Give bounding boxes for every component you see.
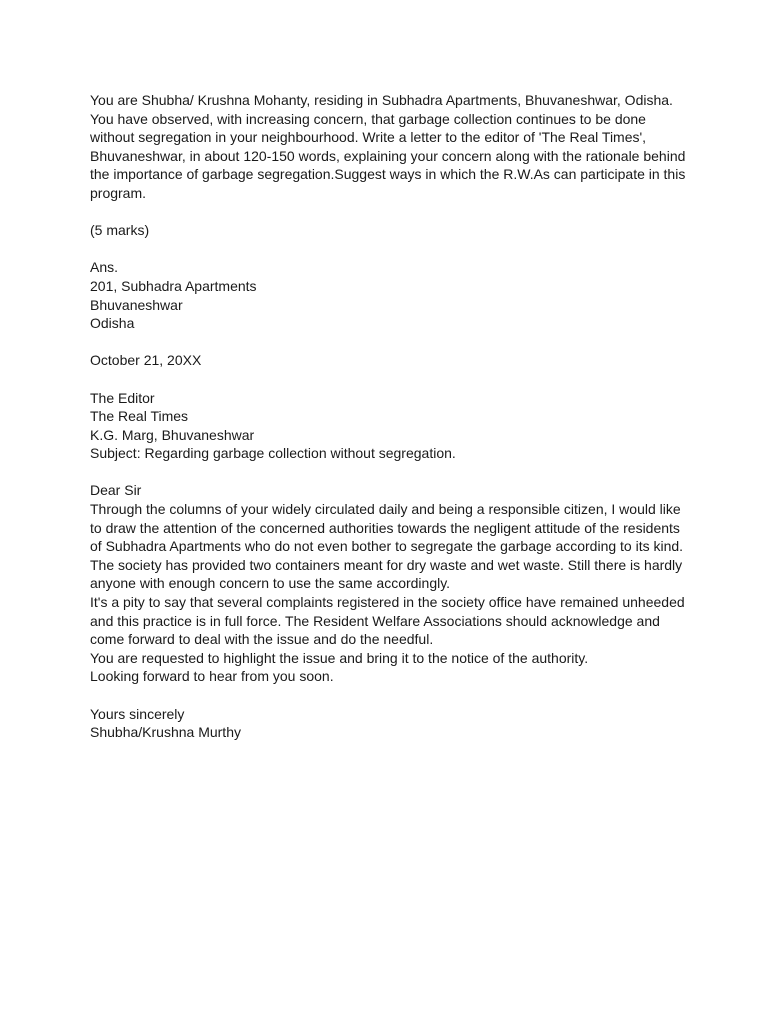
recipient-line: K.G. Marg, Bhuvaneshwar xyxy=(90,426,255,443)
body-line: and this practice is in full force. The Resident Welfare Associations should acknowledge and xyxy=(90,612,660,629)
sender-address-line: 201, Subhadra Apartments xyxy=(90,277,257,294)
question-line: Bhuvaneshwar, in about 120-150 words, explaining your concern along with the rationale behind xyxy=(90,147,686,164)
question-line: You are Shubha/ Krushna Mohanty, residing in Subhadra Apartments, Bhuvaneshwar, Odisha. xyxy=(90,92,673,108)
body-line: of Subhadra Apartments who do not even bother to segregate the garbage according to its kind. xyxy=(90,538,684,555)
recipient-address xyxy=(90,389,690,445)
letter-body xyxy=(90,500,690,686)
closing: Yours sincerely xyxy=(90,705,185,722)
answer-label: Ans. xyxy=(90,259,119,276)
body-line: You are requested to highlight the issue and bring it to the notice of the authority. xyxy=(90,649,589,666)
marks-label: (5 marks) xyxy=(90,222,150,239)
body-line: The society has provided two containers meant for dry waste and wet waste. Still there is hardly xyxy=(90,556,683,573)
question-line: You have observed, with increasing concern, that garbage collection continues to be done xyxy=(90,110,646,127)
body-line: come forward to deal with the issue and do the needful. xyxy=(90,631,434,648)
sender-address-line: Bhuvaneshwar xyxy=(90,296,183,313)
question-prompt xyxy=(90,91,690,203)
question-line: without segregation in your neighbourhood. Write a letter to the editor of 'The Real Times', xyxy=(90,129,647,146)
body-line: Through the columns of your widely circulated daily and being a responsible citizen, I would like xyxy=(90,501,681,518)
letter-subject: Subject: Regarding garbage collection without segregation. xyxy=(90,445,456,462)
body-line: Looking forward to hear from you soon. xyxy=(90,668,334,685)
recipient-line: The Editor xyxy=(90,389,155,406)
sender-address-line: Odisha xyxy=(90,315,135,332)
question-line: the importance of garbage segregation.Suggest ways in which the R.W.As can participate in this xyxy=(90,166,686,183)
signature: Shubha/Krushna Murthy xyxy=(90,724,241,741)
salutation: Dear Sir xyxy=(90,482,142,499)
body-line: to draw the attention of the concerned authorities towards the negligent attitude of the residents xyxy=(90,519,680,536)
recipient-line: The Real Times xyxy=(90,408,189,425)
document-page xyxy=(90,91,690,742)
body-line: It's a pity to say that several complaints registered in the society office have remained unheeded xyxy=(90,594,685,611)
body-line: anyone with enough concern to use the same accordingly. xyxy=(90,575,451,592)
question-line: program. xyxy=(90,184,147,201)
sender-address xyxy=(90,277,690,333)
letter-date: October 21, 20XX xyxy=(90,352,202,369)
